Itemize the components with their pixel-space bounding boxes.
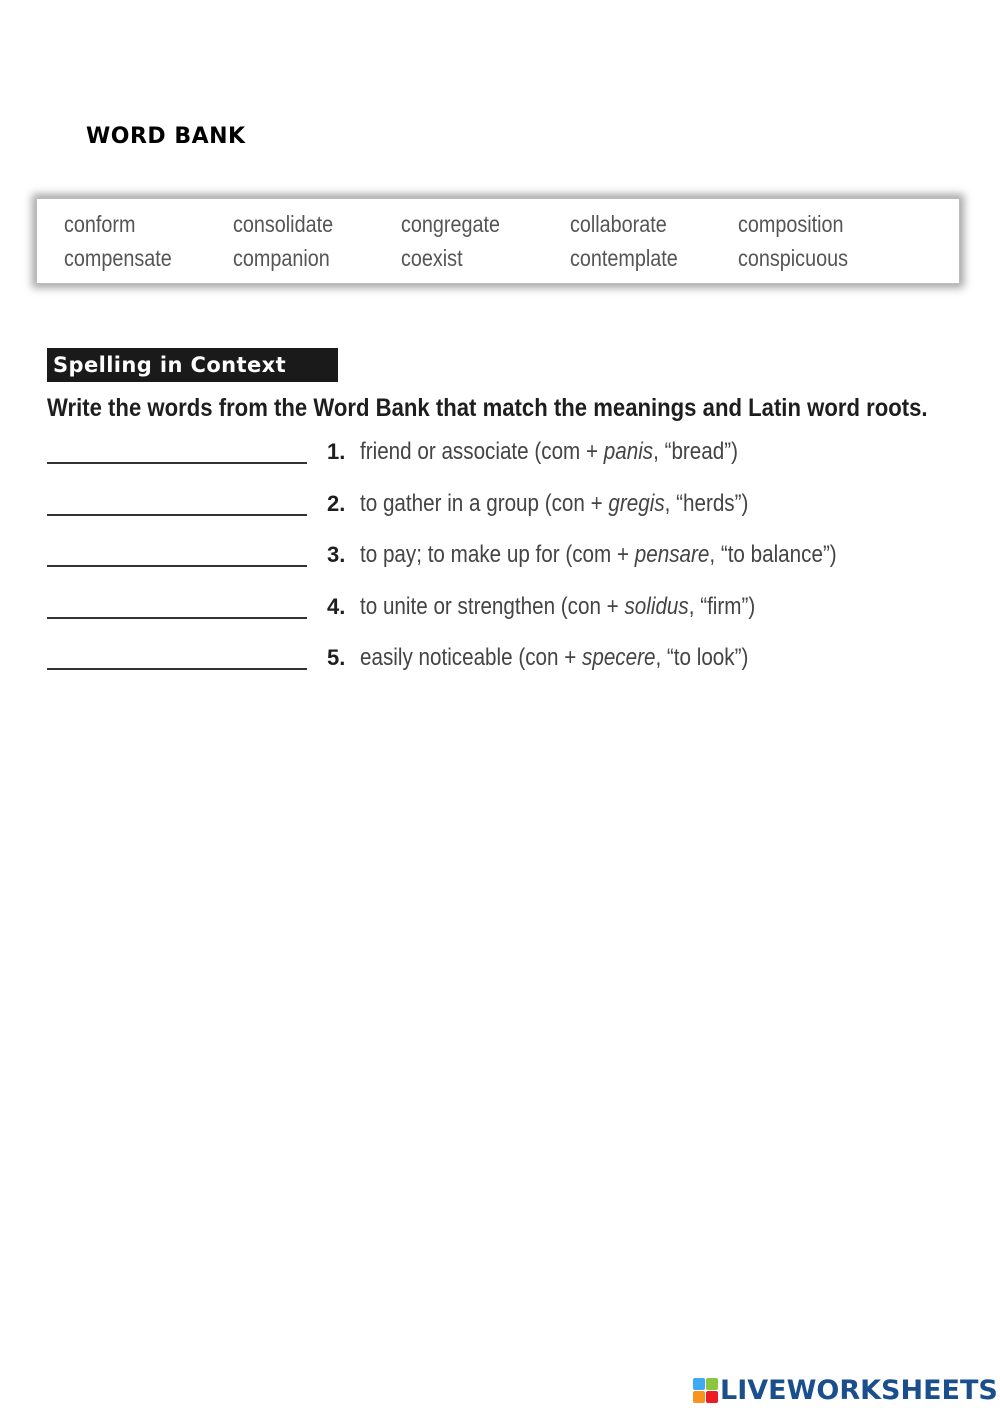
answer-field[interactable] <box>47 514 307 516</box>
item-clue: friend or associate (com + panis, “bread”) <box>360 438 738 465</box>
latin-root: solidus <box>624 592 689 620</box>
logo-square <box>706 1391 718 1403</box>
item-number: 1. <box>327 439 346 464</box>
word-bank-word: composition <box>738 211 844 237</box>
exercise-item <box>47 591 947 643</box>
latin-root: pensare <box>634 541 710 568</box>
latin-root: gregis <box>608 489 665 517</box>
answer-field[interactable] <box>47 462 307 464</box>
item-number: 4. <box>327 593 346 619</box>
word-bank-box <box>36 198 960 284</box>
liveworksheets-logo-icon <box>693 1378 718 1403</box>
item-clue: to unite or strengthen (con + solidus, “firm”) <box>360 592 756 620</box>
answer-field[interactable] <box>47 617 307 619</box>
word-bank-word: collaborate <box>569 211 667 237</box>
word-bank-word: congregate <box>401 211 500 237</box>
item-clue: easily noticeable (con + specere, “to look”) <box>360 644 749 671</box>
exercise-item <box>47 488 947 540</box>
item-clue: to gather in a group (con + gregis, “herds”) <box>360 489 749 517</box>
word-bank-word: coexist <box>401 245 463 271</box>
logo-square <box>693 1378 705 1390</box>
word-bank-word: compensate <box>64 245 172 271</box>
latin-root: panis <box>603 438 654 465</box>
item-number: 3. <box>327 542 346 567</box>
word-bank-word: companion <box>232 245 330 271</box>
item-clue: to pay; to make up for (com + pensare, “to balance”) <box>360 541 837 568</box>
brand-footer <box>693 1374 998 1406</box>
section-title: Spelling in Context <box>47 348 338 382</box>
exercise-item <box>47 436 947 488</box>
word-bank-grid <box>64 209 907 277</box>
exercise-list <box>47 436 947 694</box>
latin-root: specere <box>582 644 656 671</box>
instructions: Write the words from the Word Bank that match the meanings and Latin word roots. <box>47 394 928 422</box>
word-bank-word: conspicuous <box>738 245 848 271</box>
answer-field[interactable] <box>47 565 307 567</box>
answer-field[interactable] <box>47 668 307 670</box>
logo-square <box>706 1378 718 1390</box>
word-bank-heading: WORD BANK <box>86 124 246 149</box>
exercise-item <box>47 642 947 694</box>
brand-name: LIVEWORKSHEETS <box>720 1374 998 1406</box>
item-number: 5. <box>327 645 346 670</box>
word-bank-word: consolidate <box>232 211 333 237</box>
logo-square <box>693 1391 705 1403</box>
item-number: 2. <box>327 490 346 516</box>
word-bank-word: contemplate <box>569 245 678 271</box>
exercise-item <box>47 539 947 591</box>
word-bank-word: conform <box>64 211 136 237</box>
